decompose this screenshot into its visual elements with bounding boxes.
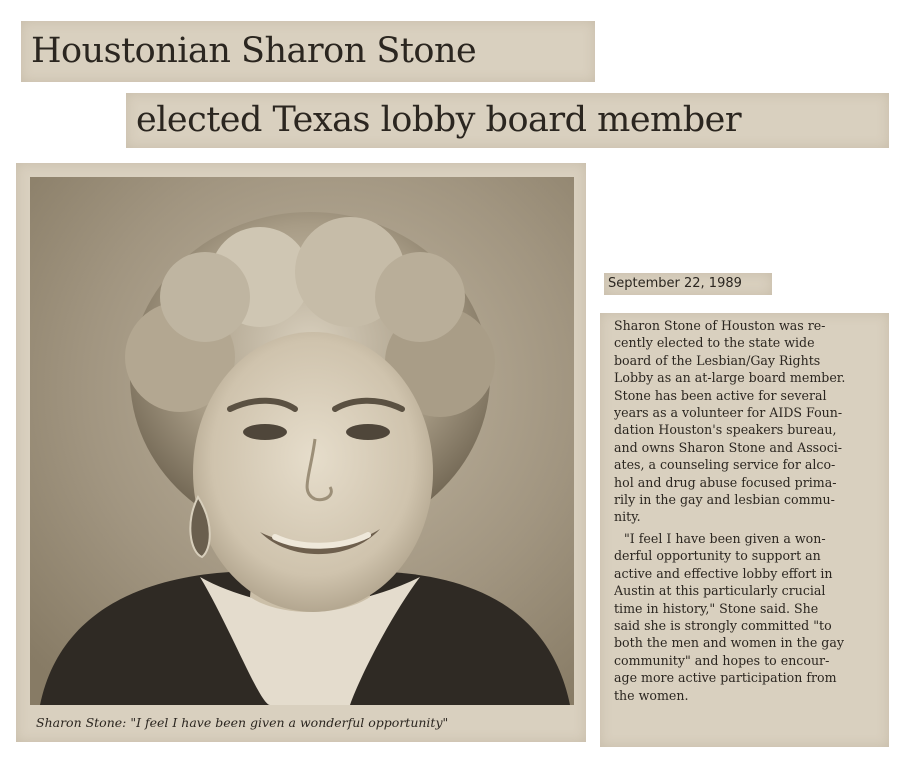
article-line: Sharon Stone of Houston was re- (614, 318, 826, 333)
date-strip (604, 273, 772, 295)
article-line: board of the Lesbian/Gay Rights (614, 352, 821, 368)
article-line: hol and drug abuse focused prima- (614, 474, 837, 490)
article-line: active and effective lobby effort in (614, 565, 833, 581)
article-line: time in history," Stone said. She (614, 600, 819, 616)
article-line: ates, a counseling service for alco- (614, 457, 836, 473)
article-line: Austin at this particularly crucial (614, 583, 826, 599)
article-line: said she is strongly committed "to (614, 617, 832, 633)
article-line: cently elected to the state wide (614, 335, 815, 351)
article-line: rily in the gay and lesbian commu- (614, 492, 835, 508)
article-line: nity. (614, 509, 641, 525)
headline-line-1: Houstonian Sharon Stone (31, 31, 477, 71)
article-line: community" and hopes to encour- (614, 652, 830, 668)
headline-line-1-strip (21, 21, 595, 82)
article-line: years as a volunteer for AIDS Foun- (614, 405, 843, 421)
portrait-illustration (30, 177, 574, 705)
article-line: and owns Sharon Stone and Associ- (614, 439, 843, 455)
headline-line-2-strip (126, 93, 889, 148)
article-line: age more active participation from (614, 670, 837, 686)
article-line: Lobby as an at-large board member. (614, 370, 846, 386)
article-line: Stone has been active for several (614, 387, 827, 403)
portrait-photo (30, 177, 574, 705)
article-line: dation Houston's speakers bureau, (614, 422, 837, 438)
article-clipping (600, 313, 889, 747)
article-line: both the men and women in the gay (614, 635, 844, 651)
article-line: the women. (614, 687, 689, 703)
article-line: "I feel I have been given a won- (624, 530, 826, 546)
article-line: derful opportunity to support an (614, 548, 821, 564)
headline-line-2: elected Texas lobby board member (136, 100, 742, 140)
article-paragraph-2 (614, 530, 876, 704)
publication-date: September 22, 1989 (608, 276, 742, 291)
photo-clipping (16, 163, 586, 742)
photo-caption: Sharon Stone: "I feel I have been given a wonderful opportunity" (36, 715, 449, 730)
article-paragraph-1 (614, 317, 876, 526)
article-body (614, 317, 876, 704)
